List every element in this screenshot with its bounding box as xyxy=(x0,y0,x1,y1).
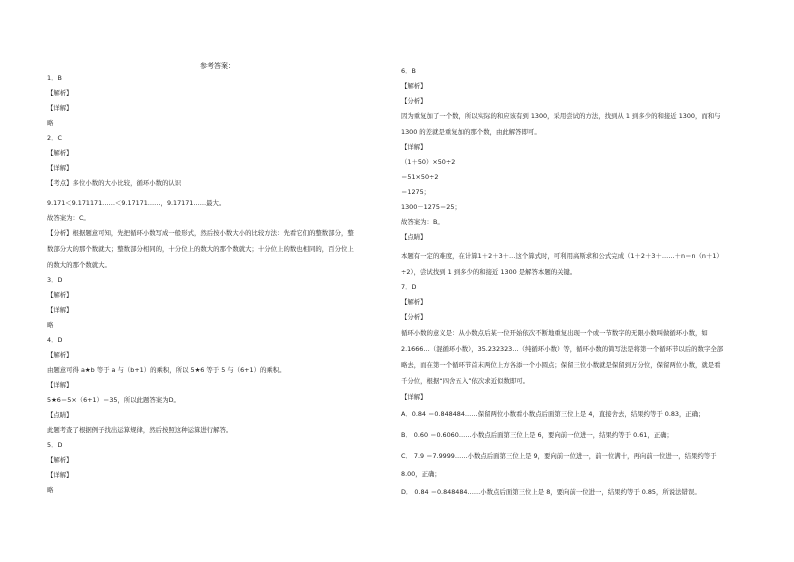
right-text-line: A．0.84 ＝0.848484……保留两位小数看小数点后面第三位上是 4，直接舍去，结果约等于 0.83，正确； xyxy=(401,410,705,418)
left-text-line: 略 xyxy=(47,321,54,329)
left-text-line: 4．D xyxy=(47,336,63,344)
right-text-line: B． 0.60 ＝0.6060……小数点后面第三位上是 6，要向前一位进一，结果约等于 0.61，正确； xyxy=(401,431,673,439)
right-text-line: 本题有一定的难度，在计算1＋2＋3＋…这个算式时，可利用高斯求和公式完成（1＋2＋3＋……＋n＝n（n＋1） xyxy=(401,252,723,260)
left-text-line: 5．D xyxy=(47,441,63,449)
left-text-line: 2．C xyxy=(47,134,62,142)
left-text-line: 【考点】多位小数的大小比较，循环小数的认识 xyxy=(47,179,182,187)
left-text-line: 1．B xyxy=(47,74,62,82)
right-text-line: 略去，而在第一个循环节首末两位上方各添一个小圆点；保留三位小数就是保留到万分位，保留两位小数，就是看 xyxy=(401,361,721,369)
left-text-line: 此题考查了根据例子找出运算规律，然后按照这种运算进行解答。 xyxy=(47,426,233,434)
left-text-line: 【解析】 xyxy=(47,351,73,359)
left-text-line: 【详解】 xyxy=(47,104,73,112)
right-text-line: 【详解】 xyxy=(401,393,427,401)
right-text-line: 千分位，根据“四舍五入”依次求近似数即可。 xyxy=(401,377,530,385)
left-text-line: 9.171＜9.171171……＜9.17171……，9.17171……最大。 xyxy=(47,199,226,207)
right-text-line: ÷2），尝试找到 1 到多少的和接近 1300 是解答本题的关键。 xyxy=(401,268,577,276)
left-text-line: 【点睛】 xyxy=(47,411,73,419)
left-text-line: 略 xyxy=(47,486,54,494)
right-text-line: 【解析】 xyxy=(401,82,427,90)
left-text-line: 【解析】 xyxy=(47,89,73,97)
right-text-line: 2.1666…（混循环小数），35.232323…（纯循环小数）等，循环小数的简写法是将第一个循环节以后的数字全部 xyxy=(401,345,724,353)
right-text-line: 【详解】 xyxy=(401,143,427,151)
left-text-line: 略 xyxy=(47,119,54,127)
left-text-line: 【详解】 xyxy=(47,164,73,172)
right-text-line: D． 0.84 ＝0.848484……小数点后面第三位上是 8，要向前一位进一，结果约等于 0.85，所说法错误。 xyxy=(401,488,701,496)
left-text-line: 【详解】 xyxy=(47,306,73,314)
left-text-line: 【分析】根据题意可知，先把循环小数写成一般形式，然后按小数大小的比较方法：先看它们的整数部分，整 xyxy=(47,229,354,237)
left-text-line: 【详解】 xyxy=(47,381,73,389)
right-text-line: 循环小数的意义是：从小数点后某一位开始依次不断地重复出现一个或一节数字的无限小数叫做循环小数，如 xyxy=(401,329,708,337)
right-text-line: 7．D xyxy=(401,283,417,291)
left-text-line: 【解析】 xyxy=(47,291,73,299)
left-text-line: 的数大的那个数就大。 xyxy=(47,261,111,269)
left-text-line: 【详解】 xyxy=(47,471,73,479)
right-text-line: 8.00，正确； xyxy=(401,470,441,478)
right-text-line: 【分析】 xyxy=(401,97,427,105)
right-text-line: 【分析】 xyxy=(401,313,427,321)
page-title: 参考答案： xyxy=(200,62,235,70)
right-text-line: 故答案为：B。 xyxy=(401,218,444,226)
left-text-line: 【解析】 xyxy=(47,456,73,464)
right-text-line: 因为重复加了一个数，所以实际的和应该有到 1300，采用尝试的方法，找到从 1 到多少的和接近 1300，而和与 xyxy=(401,112,721,120)
right-text-line: ＝1275； xyxy=(401,188,431,196)
left-text-line: 5★6＝5×（6+1）＝35，所以此题答案为D。 xyxy=(47,396,180,404)
left-text-line: 数部分大的那个数就大；整数部分相同的，十分位上的数大的那个数就大；十分位上的数也相同的，百分位上 xyxy=(47,245,354,253)
right-text-line: 6．B xyxy=(401,67,416,75)
right-text-line: 【点睛】 xyxy=(401,233,427,241)
left-text-line: 由题意可得 a★b 等于 a 与（b+1）的乘积，所以 5★6 等于 5 与（6+1）的乘积。 xyxy=(47,366,286,374)
left-text-line: 故答案为：C。 xyxy=(47,214,90,222)
right-text-line: 1300－1275＝25； xyxy=(401,203,461,211)
left-text-line: 【解析】 xyxy=(47,149,73,157)
right-text-line: 1300 的差就是重复加的那个数，由此解答即可。 xyxy=(401,128,541,136)
right-text-line: （1＋50）×50÷2 xyxy=(401,158,456,166)
right-text-line: ＝51×50÷2 xyxy=(401,173,439,181)
left-text-line: 3．D xyxy=(47,276,63,284)
right-text-line: C． 7.9 ＝7.9999……小数点后面第三位上是 9，要向前一位进一，前一位满十，再向前一位进一，结果约等于 xyxy=(401,452,717,460)
right-text-line: 【解析】 xyxy=(401,298,427,306)
